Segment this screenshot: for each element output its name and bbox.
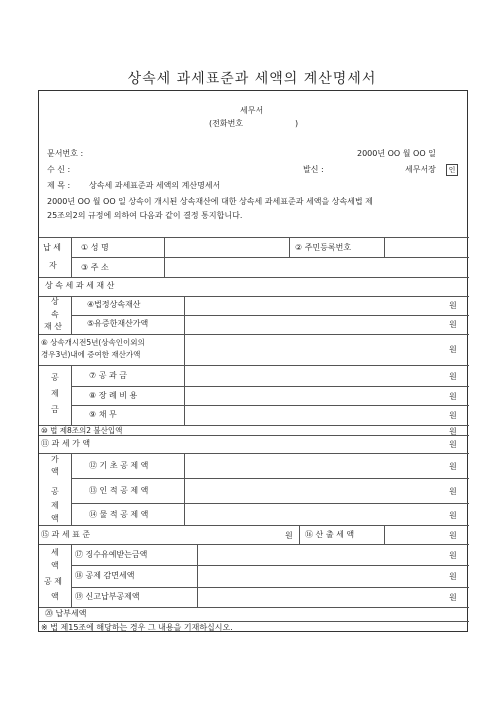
- phone-close: ): [295, 119, 299, 128]
- section-title: 상 속 세 과 세 재 산: [45, 281, 115, 290]
- legal-inheritance-label: ④법정상속재산: [87, 300, 141, 309]
- resident-id-label: ② 주민등록번호: [295, 243, 352, 252]
- footnote: ※ 법 제15조에 해당하는 경우 그 내용을 기재하십시오.: [41, 623, 233, 632]
- unit-r8: 원: [449, 392, 457, 401]
- phone-label: (전화번호: [209, 119, 244, 128]
- unit-r19: 원: [449, 593, 457, 602]
- tax-ded-group-3: 공 제: [44, 577, 62, 586]
- tax-ded-group-2: 액: [51, 561, 59, 570]
- body-line-1: 2000년 OO 월 OO 일 상속이 개시된 상속재산에 대한 상속세 과세표준과 세액을 상속세법 제: [47, 197, 373, 206]
- body-line-2: 25조의2의 규정에 의하여 다음과 같이 결정 통지합니다.: [47, 211, 243, 220]
- row6-line1: ⑥ 상속개시전5년(상속인이외의: [41, 338, 145, 347]
- unit-r11: 원: [449, 440, 457, 449]
- funeral-cost-label: ⑧ 장 례 비 용: [89, 391, 138, 400]
- value-ded-group-1: 가: [51, 455, 59, 464]
- value-ded-group-2: 액: [51, 467, 59, 476]
- row11-label: ⑪ 과 세 가 액: [41, 439, 91, 448]
- estate-group-2: 속: [51, 310, 59, 319]
- address-label: ③ 주 소: [81, 263, 109, 272]
- row6-line2: 경우3년)내에 증여한 재산가액: [41, 350, 141, 359]
- doc-number-label: 문서번호 :: [47, 149, 84, 158]
- basic-deduction-label: ⑫ 기 초 공 제 액: [89, 461, 149, 470]
- subject-text: 상속세 과세표준과 세액의 계산명세서: [89, 181, 221, 190]
- taxpayer-group-2: 자: [49, 261, 57, 270]
- sender-value: 세무서장: [405, 165, 436, 174]
- unit-r12: 원: [449, 462, 457, 471]
- seal-mark: 인: [446, 164, 458, 176]
- debt-label: ⑨ 채 무: [89, 410, 117, 419]
- subject-label: 제 목 :: [47, 181, 71, 190]
- bequest-value-label: ⑤유증한재산가액: [87, 319, 149, 328]
- unit-r4: 원: [449, 301, 457, 310]
- unit-r10: 원: [449, 427, 457, 436]
- row10-label: ⑩ 법 제8조의2 불산입액: [41, 426, 123, 435]
- unit-r9: 원: [449, 411, 457, 420]
- doc-date: 2000년 OO 월 OO 일: [357, 149, 436, 158]
- unit-r15: 원: [285, 531, 293, 540]
- estate-group-1: 상: [51, 297, 59, 306]
- estate-group-3: 재 산: [44, 322, 62, 331]
- tax-ded-group-1: 세: [51, 548, 59, 557]
- unit-r7: 원: [449, 372, 457, 381]
- recipient-label: 수 신 :: [47, 165, 71, 174]
- unit-r16: 원: [449, 531, 457, 540]
- tax-ded-group-4: 액: [51, 592, 59, 601]
- deduction-group-3: 금: [51, 405, 59, 414]
- deduction-group-2: 제: [51, 389, 59, 398]
- sender-label: 발신 :: [303, 165, 324, 174]
- deduction-group-1: 공: [51, 373, 59, 382]
- unit-r5: 원: [449, 320, 457, 329]
- deferred-amount-label: ⑰ 징수유예받는금액: [75, 550, 148, 559]
- row15-label: ⑮ 과 세 표 준: [41, 530, 91, 539]
- value-ded-group-3: 공: [51, 487, 59, 496]
- unit-r6: 원: [449, 345, 457, 354]
- public-charges-label: ⑦ 공 과 금: [89, 371, 127, 380]
- office-label: 세무서: [240, 106, 264, 115]
- property-deduction-label: ⑭ 물 적 공 제 액: [89, 510, 149, 519]
- unit-r18: 원: [449, 572, 457, 581]
- row16-label: ⑯ 산 출 세 액: [305, 530, 355, 539]
- value-ded-group-5: 액: [51, 514, 59, 523]
- tax-form: [38, 90, 468, 632]
- unit-r17: 원: [449, 551, 457, 560]
- unit-r14: 원: [449, 511, 457, 520]
- filing-deduction-label: ⑲ 신고납부공제액: [75, 592, 140, 601]
- payable-tax-label: ⑳ 납부세액: [45, 609, 87, 618]
- page-title: 상속세 과세표준과 세액의 계산명세서: [127, 71, 377, 87]
- unit-r13: 원: [449, 487, 457, 496]
- value-ded-group-4: 제: [51, 501, 59, 510]
- tax-reduction-label: ⑱ 공제 감면세액: [75, 571, 135, 580]
- personal-deduction-label: ⑬ 인 적 공 제 액: [89, 486, 149, 495]
- taxpayer-group-1: 납 세: [43, 243, 61, 252]
- name-label: ① 성 명: [81, 243, 109, 252]
